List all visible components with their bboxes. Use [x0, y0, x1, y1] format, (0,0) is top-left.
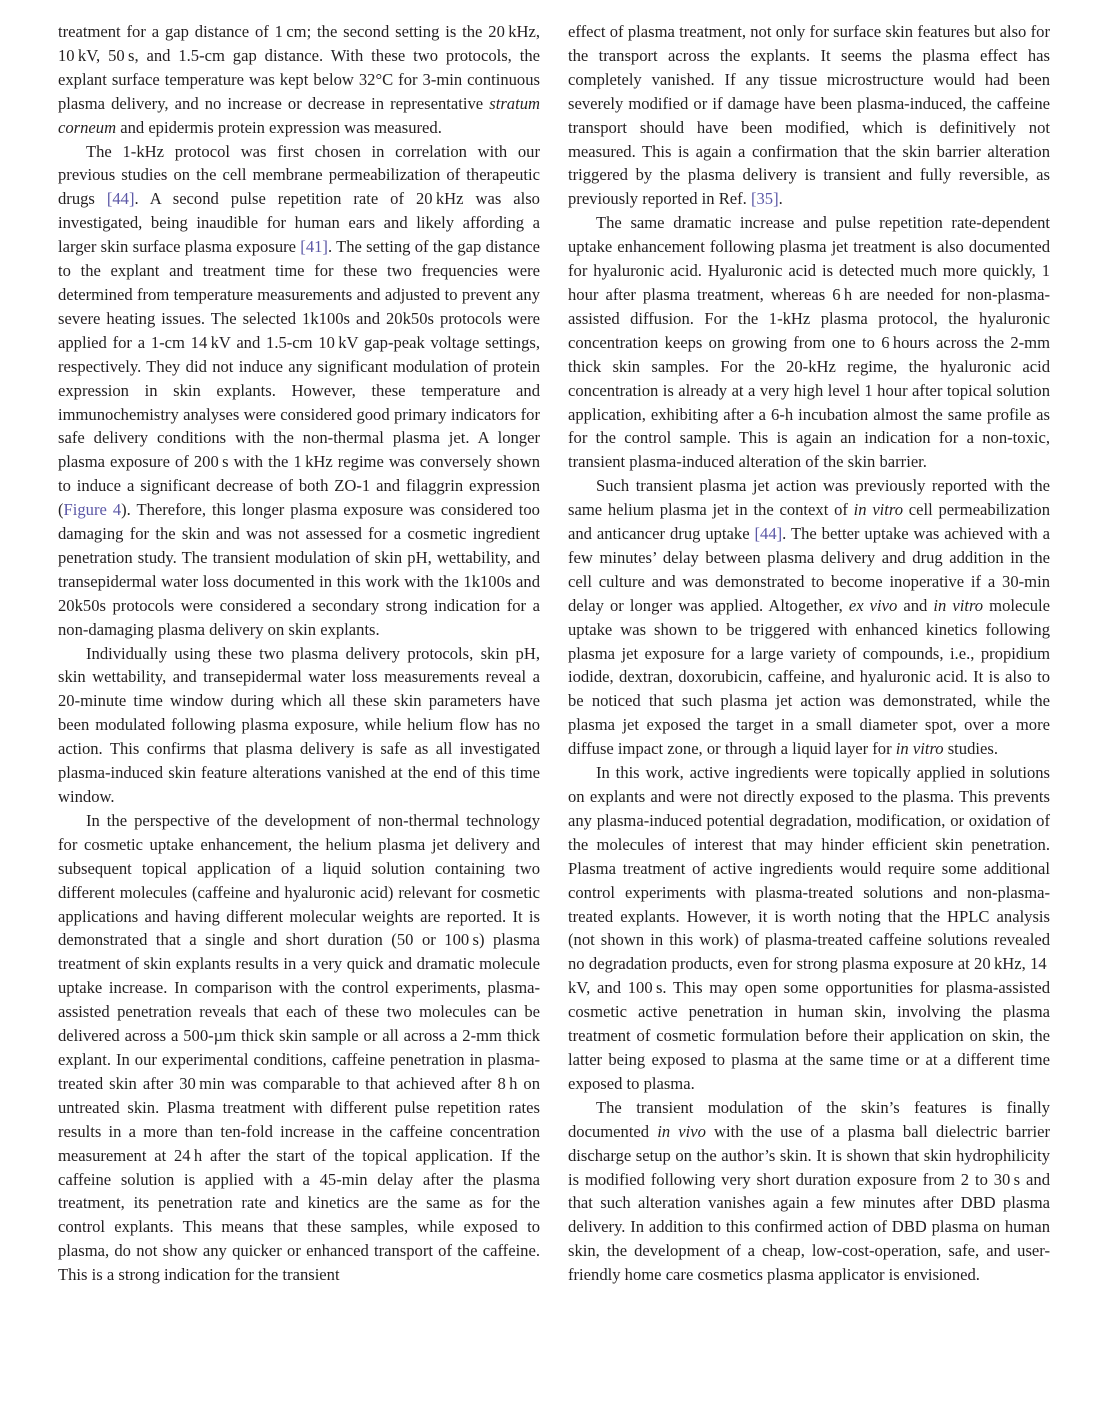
- text: In the perspective of the development of non-thermal technology for cosmetic uptake enhancement, the helium plasma jet delivery and subsequent topical application of a liquid solution containing two different molecules (caffeine and hyaluronic acid) relevant for cosmetic applications and having different molecular weights are reported. It is demonstrated that a single and short duration (50 or 100 s) plasma treatment of skin explants results in a very quick and dramatic molecule uptake increase. In comparison with the control experiments, plasma-assisted penetration reveals that each of these two molecules can be delivered across a 500-µm thick skin sample or all across a 2-mm thick explant. In our experimental conditions, caffeine penetration in plasma-treated skin after 30 min was comparable to that achieved after 8 h on untreated skin. Plasma treatment with different pulse repetition rates results in a more than ten-fold increase in the caffeine concentration measurement at 24 h after the start of the topical application. If the caffeine solution is applied with a 45-min delay after the plasma treatment, its penetration rate and kinetics are the same as for the control explants. This means that these samples, while exposed to plasma, do not show any quicker or enhanced transport of the caffeine. This is a strong indication for the transient: [58, 810, 540, 1285]
- italic-term: stratum corneum: [58, 93, 540, 137]
- text: Such transient plasma jet action was previously reported with the same helium plasma jet in the context of: [568, 476, 1050, 520]
- text: . The better uptake was achieved with a few minutes’ delay between plasma delivery and drug addition in the cell culture and was demonstrated to become inoperative if a 30-min delay or longer was applied. Altogether,: [568, 524, 1050, 615]
- text: and: [897, 595, 934, 615]
- paragraph: [58, 20, 540, 140]
- italic-term: in vivo: [657, 1121, 706, 1141]
- text: ). Therefore, this longer plasma exposure was considered too damaging for the skin and was not assessed for a cosmetic ingredient penetration study. The transient modulation of skin pH, wettability, and transepidermal water loss documented in this work with the 1k100s and 20k50s protocols were considered a secondary strong indication for a non-damaging plasma delivery on skin explants.: [58, 500, 540, 639]
- paragraph: [568, 211, 1050, 474]
- text: .: [778, 189, 783, 209]
- paragraph: [568, 20, 1050, 211]
- italic-term: in vitro: [895, 739, 944, 759]
- text: . The setting of the gap distance to the explant and treatment time for these two frequencies were determined from temperature measurements and adjusted to prevent any severe heating issues. The selected 1k100s and 20k50s protocols were applied for a 1-cm 14 kV and 1.5-cm 10 kV gap-peak voltage settings, respectively. They did not induce any significant modulation of protein expression in skin explants. However, these temperature and immunochemistry analyses were considered good primary indicators for safe delivery conditions with the non-thermal plasma jet. A longer plasma exposure of 200 s with the 1 kHz regime was conversely shown to induce a significant decrease of both ZO-1 and filaggrin expression (: [58, 237, 540, 520]
- text: cell permeabilization and anticancer drug uptake: [568, 500, 1051, 544]
- text: Individually using these two plasma delivery protocols, skin pH, skin wettability, and transepidermal water loss measurements reveal a 20-minute time window during which all these skin parameters have been modulated following plasma exposure, while helium flow has no action. This confirms that plasma delivery is safe as all investigated plasma-induced skin feature alterations vanished at the end of this time window.: [58, 643, 540, 806]
- text: molecule uptake was shown to be triggered with enhanced kinetics following plasma jet exposure for a large variety of compounds, i.e., propidium iodide, dextran, doxorubicin, caffeine, and hyaluronic acid. It is also to be noticed that such plasma jet action was demonstrated, while the plasma jet exposed the target in a small diameter spot, over a more diffuse impact zone, or through a liquid layer for: [568, 595, 1050, 759]
- italic-term: in vitro: [933, 595, 984, 615]
- right-column: [568, 20, 1050, 1287]
- paragraph: [568, 474, 1050, 761]
- italic-term: in vitro: [853, 500, 904, 520]
- text: effect of plasma treatment, not only for surface skin features but also for the transport across the explants. It seems the plasma effect has completely vanished. If any tissue microstructure would had been severely modified or if damage have been plasma-induced, the caffeine transport should have been modified, which is definitively not measured. This is again a confirmation that the skin barrier alteration triggered by the plasma delivery is transient and fully reversible, as previously reported in Ref.: [568, 22, 1050, 209]
- text: . A second pulse repetition rate of 20 kHz was also investigated, being inaudible for human ears and likely affording a larger skin surface plasma exposure: [58, 189, 540, 257]
- italic-term: ex vivo: [848, 595, 898, 615]
- paper-page: [58, 20, 1050, 1287]
- figure-link[interactable]: Figure 4: [63, 500, 122, 520]
- text: treatment for a gap distance of 1 cm; the second setting is the 20 kHz, 10 kV, 50 s, and 1.5-cm gap distance. With these two protocols, the explant surface temperature was kept below 32°C for 3-min continuous plasma delivery, and no increase or decrease in representative: [58, 22, 540, 113]
- text: and epidermis protein expression was measured.: [116, 117, 442, 137]
- citation-link[interactable]: [44]: [754, 524, 783, 544]
- citation-link[interactable]: [44]: [106, 189, 135, 209]
- paragraph: [58, 809, 540, 1287]
- paragraph: [58, 642, 540, 809]
- text: The same dramatic increase and pulse repetition rate-dependent uptake enhancement following plasma jet treatment is also documented for hyaluronic acid. Hyaluronic acid is detected much more quickly, 1 hour after plasma treatment, whereas 6 h are needed for non-plasma-assisted diffusion. For the 1-kHz plasma protocol, the hyaluronic concentration keeps on growing from one to 6 hours across the 2-mm thick skin samples. For the 20-kHz regime, the hyaluronic acid concentration is already at a very high level 1 hour after topical solution application, exhibiting after a 6-h incubation almost the same profile as for the control sample. This is again an indication for a non-toxic, transient plasma-induced alteration of the skin barrier.: [568, 213, 1050, 472]
- text: The transient modulation of the skin’s features is finally documented: [568, 1097, 1050, 1141]
- citation-link[interactable]: [41]: [300, 237, 328, 257]
- text: studies.: [943, 739, 998, 759]
- citation-link[interactable]: [35]: [750, 189, 779, 209]
- text: The 1-kHz protocol was first chosen in correlation with our previous studies on the cell membrane permeabilization of therapeutic drugs: [58, 141, 540, 209]
- paragraph: [58, 140, 540, 642]
- text: with the use of a plasma ball dielectric barrier discharge setup on the author’s skin. It is shown that skin hydrophilicity is modified following very short duration exposure from 2 to 30 s and that such alteration vanishes again a few minutes after DBD plasma delivery. In addition to this confirmed action of DBD plasma on human skin, the development of a cheap, low-cost-operation, safe, and user-friendly home care cosmetics plasma applicator is envisioned.: [568, 1121, 1050, 1285]
- text: In this work, active ingredients were topically applied in solutions on explants and were not directly exposed to the plasma. This prevents any plasma-induced potential degradation, modification, or oxidation of the molecules of interest that may hinder efficient skin penetration. Plasma treatment of active ingredients would require some additional control experiments with plasma-treated solutions and non-plasma-treated explants. However, it is worth noting that the HPLC analysis (not shown in this work) of plasma-treated caffeine solutions revealed no degradation products, even for strong plasma exposure at 20 kHz, 14 kV, and 100 s. This may open some opportunities for plasma-assisted cosmetic active penetration in human skin, involving the plasma treatment of cosmetic formulation before their application on skin, the latter being exposed to plasma at the same time or at a different time exposed to plasma.: [568, 763, 1050, 1093]
- left-column: [58, 20, 540, 1287]
- paragraph: [568, 1096, 1050, 1287]
- paragraph: [568, 761, 1050, 1096]
